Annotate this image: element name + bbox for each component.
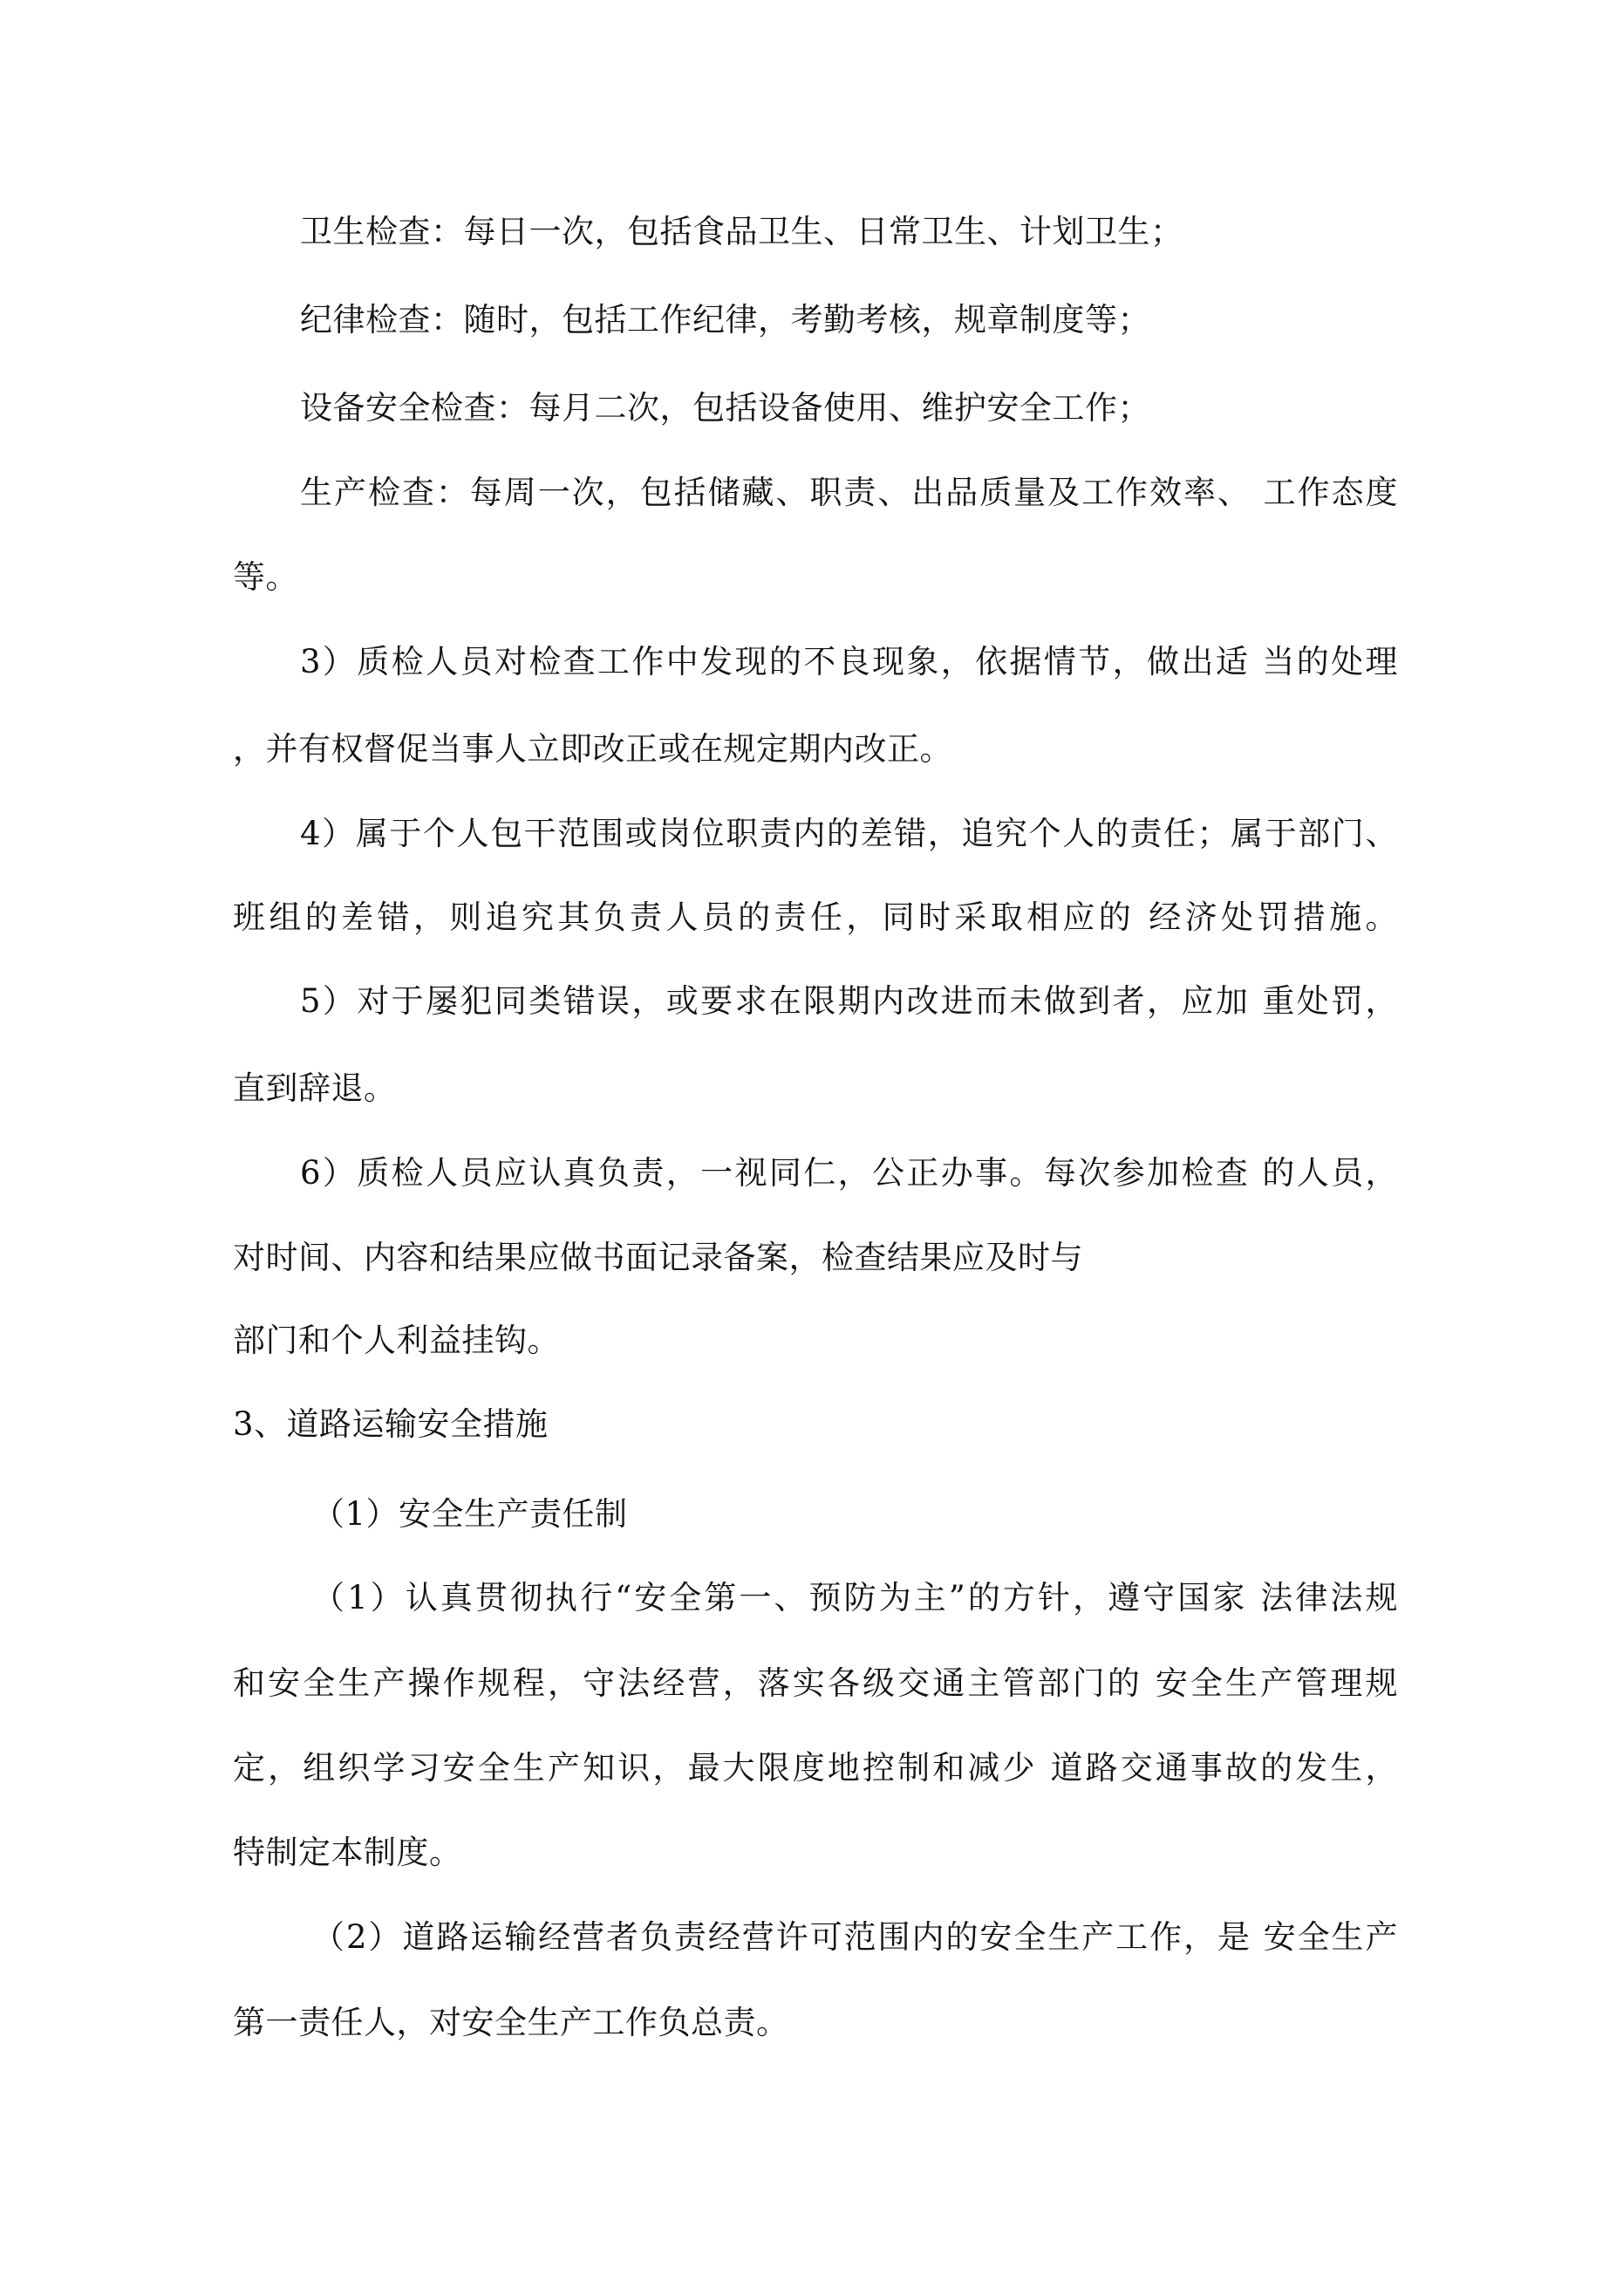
paragraph-production-check-line1: 生产检查：每周一次，包括储藏、职责、出品质量及工作效率、 工作态度 <box>300 474 1398 511</box>
paragraph-hygiene-check: 卫生检查：每日一次，包括食品卫生、日常卫生、计划卫生； <box>300 213 1183 250</box>
item-5-line2: 直到辞退。 <box>233 1069 397 1107</box>
item-6-line1: 6）质检人员应认真负责，一视同仁，公正办事。每次参加检查 的人员， <box>300 1154 1398 1192</box>
paragraph-production-check-line2: 等。 <box>233 558 298 596</box>
clause-2-line2: 第一责任人，对安全生产工作负总责。 <box>233 2004 789 2041</box>
item-3-line2: ，并有权督促当事人立即改正或在规定期内改正。 <box>233 730 952 768</box>
paragraph-discipline-check: 纪律检查：随时，包括工作纪律，考勤考核，规章制度等； <box>300 301 1150 338</box>
section-heading-road-transport-safety: 3、道路运输安全措施 <box>233 1405 549 1443</box>
clause-2-line1: （2）道路运输经营者负责经营许可范围内的安全生产工作，是 安全生产 <box>312 1918 1398 1956</box>
item-6-line3: 部门和个人利益挂钩。 <box>233 1322 560 1359</box>
item-4-line1: 4）属于个人包干范围或岗位职责内的差错，追究个人的责任；属于部门、 <box>300 815 1398 852</box>
clause-1-line3: 定，组织学习安全生产知识，最大限度地控制和减少 道路交通事故的发生， <box>233 1749 1398 1787</box>
item-3-line1: 3）质检人员对检查工作中发现的不良现象，依据情节，做出适 当的处理 <box>300 643 1398 680</box>
subheading-safety-responsibility: （1）安全生产责任制 <box>312 1495 628 1533</box>
paragraph-equipment-check: 设备安全检查：每月二次，包括设备使用、维护安全工作； <box>300 389 1150 427</box>
clause-1-line2: 和安全生产操作规程，守法经营，落实各级交通主管部门的 安全生产管理规 <box>233 1664 1398 1702</box>
clause-1-line1: （1）认真贯彻执行“安全第一、预防为主”的方针，遵守国家 法律法规 <box>312 1579 1398 1616</box>
item-5-line1: 5）对于屡犯同类错误，或要求在限期内改进而未做到者，应加 重处罚， <box>300 982 1398 1020</box>
item-4-line2: 班组的差错，则追究其负责人员的责任，同时采取相应的 经济处罚措施。 <box>233 899 1398 936</box>
item-6-line2: 对时间、内容和结果应做书面记录备案，检查结果应及时与 <box>233 1239 1083 1276</box>
clause-1-line4: 特制定本制度。 <box>233 1834 462 1871</box>
